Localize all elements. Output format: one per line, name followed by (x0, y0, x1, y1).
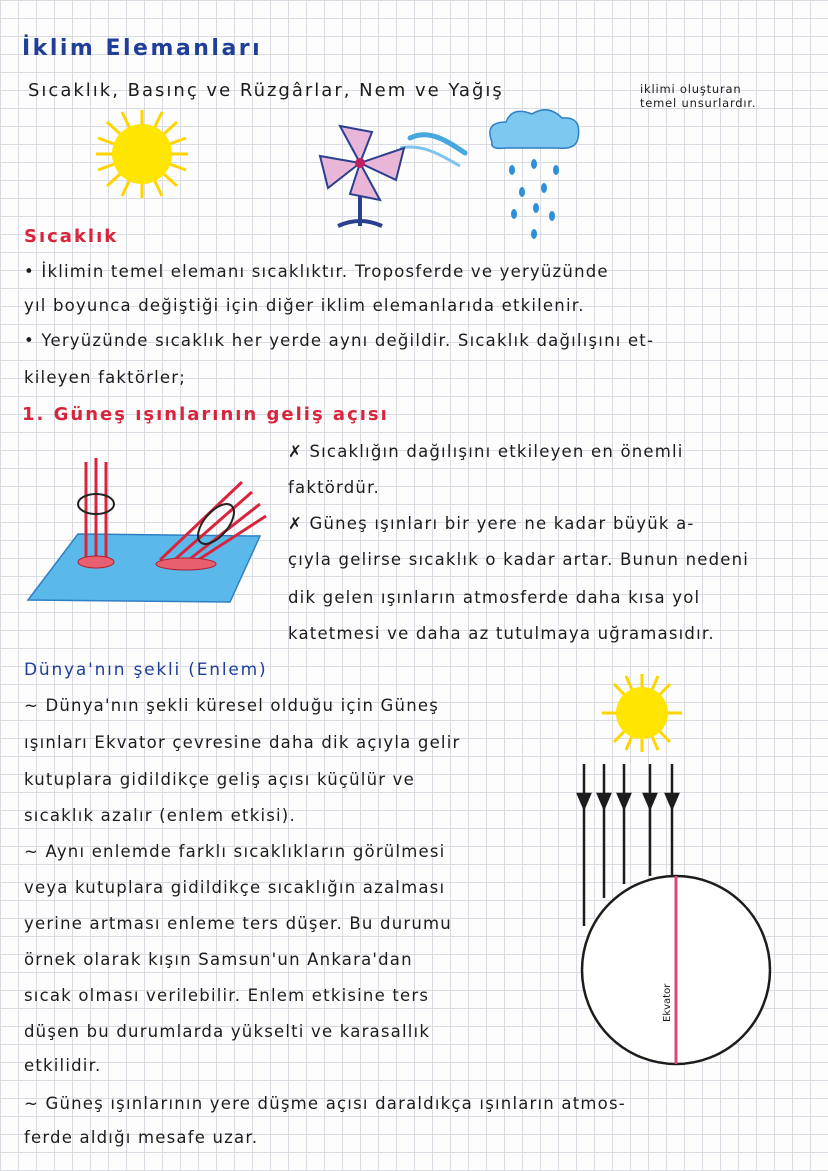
section-title-sicaklik: Sıcaklık (24, 226, 119, 247)
dunya-line: yerine artması enleme ters düşer. Bu durumu (24, 914, 452, 933)
equator-label: Ekvator (662, 983, 673, 1022)
intro-side-line-2: temel unsurlardır. (640, 96, 757, 110)
earth-sun-rays-diagram (560, 666, 790, 1070)
dunya-line: sıcaklık azalır (enlem etkisi). (24, 806, 296, 825)
dunya-last-line-1: ~ Güneş ışınlarının yere düşme açısı daraldıkça ışınların atmos- (24, 1094, 626, 1113)
factor-1-title: 1. Güneş ışınlarının geliş açısı (22, 404, 389, 425)
sicaklik-line: yıl boyunca değiştiği için diğer iklim elemanlarıda etkilenir. (24, 296, 585, 315)
dunya-line: etkilidir. (24, 1056, 102, 1075)
intro-line: Sıcaklık, Basınç ve Rüzgârlar, Nem ve Yağış (28, 80, 504, 101)
rain-cloud-icon (478, 104, 588, 244)
dunya-line: ~ Aynı enlemde farklı sıcaklıkların görülmesi (24, 842, 446, 861)
dunya-last-line-2: ferde aldığı mesafe uzar. (24, 1128, 259, 1147)
sun-rays-angle-diagram (20, 452, 270, 612)
dunya-line: sıcak olması verilebilir. Enlem etkisine ters (24, 986, 430, 1005)
dunya-title: Dünya'nın şekli (Enlem) (24, 660, 268, 680)
sicaklik-line: kileyen faktörler; (24, 368, 186, 387)
factor-1-line: faktördür. (288, 478, 380, 497)
dunya-line: düşen bu durumlarda yükselti ve karasallık (24, 1022, 431, 1041)
sun-icon (82, 104, 202, 204)
factor-1-line: ✗ Sıcaklığın dağılışını etkileyen en önemli (288, 442, 684, 461)
windmill-icon (300, 108, 470, 238)
factor-1-line: katetmesi ve daha az tutulmaya uğramasıdır. (288, 624, 715, 643)
page-title: İklim Elemanları (22, 36, 263, 61)
intro-side-line-1: iklimi oluşturan (640, 82, 742, 96)
dunya-line: kutuplara gidildikçe geliş açısı küçülür ve (24, 770, 415, 789)
dunya-line: örnek olarak kışın Samsun'un Ankara'dan (24, 950, 413, 969)
dunya-line: veya kutuplara gidildikçe sıcaklığın azalması (24, 878, 446, 897)
factor-1-line: çıyla gelirse sıcaklık o kadar artar. Bunun nedeni (288, 550, 750, 569)
factor-1-line: dik gelen ışınların atmosferde daha kısa yol (288, 588, 701, 607)
sicaklik-line: • Yeryüzünde sıcaklık her yerde aynı değildir. Sıcaklık dağılışını et- (24, 331, 655, 350)
sicaklik-line: • İklimin temel elemanı sıcaklıktır. Troposferde ve yeryüzünde (24, 262, 609, 281)
dunya-line: ışınları Ekvator çevresine daha dik açıyla gelir (24, 733, 461, 752)
factor-1-line: ✗ Güneş ışınları bir yere ne kadar büyük a- (288, 514, 695, 533)
dunya-line: ~ Dünya'nın şekli küresel olduğu için Güneş (24, 696, 439, 715)
